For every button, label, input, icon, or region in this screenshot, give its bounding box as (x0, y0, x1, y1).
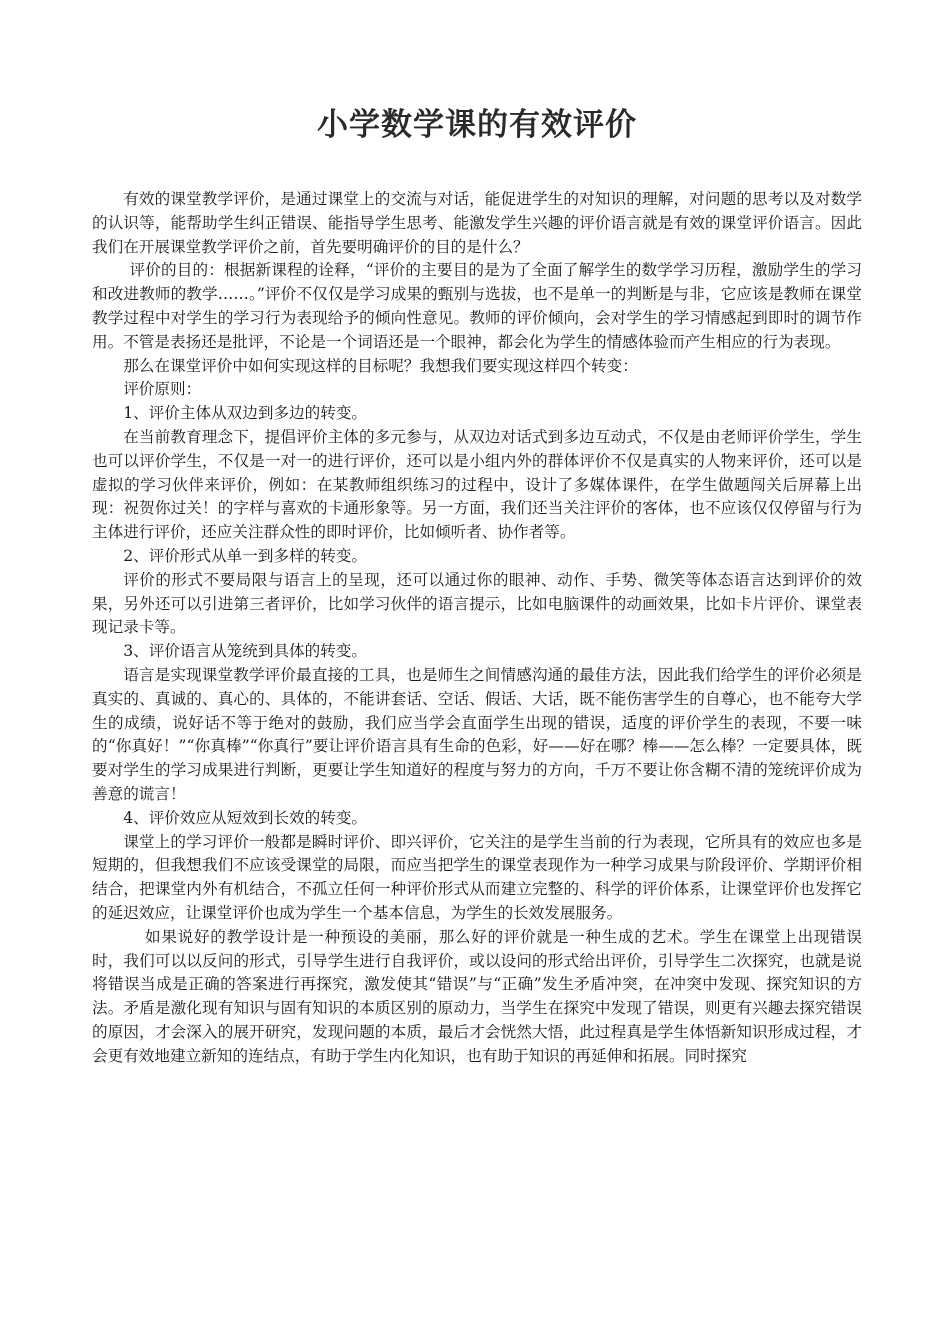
heading-principles: 评价原则： (123, 380, 202, 399)
paragraph-question: 那么在课堂评价中如何实现这样的目标呢？我想我们要实现这样四个转变： (123, 356, 638, 375)
paragraph-point-2: 评价的形式不要局限与语言上的呈现，还可以通过你的眼神、动作、手势、微笑等体态语言达到评价的效果，另外还可以引进第三者评价，比如学习伙伴的语言提示，比如电脑课件的动画效果，比如卡片评价、课堂表现记录卡等。 (92, 570, 862, 637)
paragraph-point-3: 语言是实现课堂教学评价最直接的工具，也是师生之间情感沟通的最佳方法，因此我们给学生的评价必须是真实的、真诚的、真心的、具体的，不能讲套话、空话、假话、大话，既不能伤害学生的自尊心，也不能夸大学生的成绩，说好话不等于绝对的鼓励，我们应当学会直面学生出现的错误，适度的评价学生的表现，不要一味的“你真好！”“你真棒”“你真行”要让评价语言具有生命的色彩，好——好在哪？棒——怎么棒？一定要具体，既要对学生的学习成果进行判断，更要让学生知道好的程度与努力的方向，千万不要让你含糊不清的笼统评价成为善意的谎言！ (92, 665, 862, 803)
heading-point-2: 2、评价形式从单一到多样的转变。 (123, 546, 368, 565)
heading-point-1: 1、评价主体从双边到多边的转变。 (123, 404, 368, 423)
paragraph-intro: 有效的课堂教学评价，是通过课堂上的交流与对话，能促进学生的对知识的理解，对问题的思考以及对数学的认识等，能帮助学生纠正错误、能指导学生思考、能激发学生兴趣的评价语言就是有效的课堂评价语言。因此我们在开展课堂教学评价之前，首先要明确评价的目的是什么？ (92, 190, 862, 256)
paragraph-conclusion: 如果说好的教学设计是一种预设的美丽，那么好的评价就是一种生成的艺术。学生在课堂上出现错误时，我们可以以反问的形式，引导学生进行自我评价，或以设问的形式给出评价，引导学生二次探究，也就是说将错误当成是正确的答案进行再探究，激发使其“错误”与“正确”发生矛盾冲突，在冲突中发现、探究知识的方法。矛盾是激化现有知识与固有知识的本质区别的原动力，当学生在探究中发现了错误，则更有兴趣去探究错误的原因，才会深入的展开研究，发现问题的本质，最后才会恍然大悟，此过程真是学生体悟新知识形成过程，才会更有效地建立新知的连结点，有助于学生内化知识，也有助于知识的再延伸和拓展。同时探究 (92, 927, 862, 1065)
paragraph-point-1: 在当前教育理念下，提倡评价主体的多元参与，从双边对话式到多边互动式，不仅是由老师评价学生，学生也可以评价学生，不仅是一对一的进行评价，还可以是小组内外的群体评价不仅是真实的人物来评价，还可以是虚拟的学习伙伴来评价，例如：在某教师组织练习的过程中，设计了多媒体课件，在学生做题闯关后屏幕上出现：祝贺你过关！的字样与喜欢的卡通形象等。另一方面，我们还当关注评价的客体，也不应该仅仅停留与行为主体进行评价，还应关注群众性的即时评价，比如倾听者、协作者等。 (92, 427, 862, 542)
paragraph-purpose: 评价的目的：根据新课程的诠释，“评价的主要目的是为了全面了解学生的数学学习历程，激励学生的学习和改进教师的教学……。”评价不仅仅是学习成果的甄别与选拔，也不是单一的判断是与非，它应该是教师在课堂教学过程中对学生的学习行为表现给予的倾向性意见。教师的评价倾向，会对学生的学习情感起到即时的调节作用。不管是表扬还是批评，不论是一个词语还是一个眼神，都会化为学生的情感体验而产生相应的行为表现。 (92, 261, 862, 351)
heading-point-4: 4、评价效应从短效到长效的转变。 (123, 808, 368, 827)
document-title: 小学数学课的有效评价 (317, 107, 637, 143)
paragraph-point-4: 课堂上的学习评价一般都是瞬时评价、即兴评价，它关注的是学生当前的行为表现，它所具有的效应也多是短期的，但我想我们不应该受课堂的局限，而应当把学生的课堂表现作为一种学习成果与阶段评价、学期评价相结合，把课堂内外有机结合，不孤立任何一种评价形式从而建立完整的、科学的评价体系，让课堂评价也发挥它的延迟效应，让课堂评价也成为学生一个基本信息，为学生的长效发展服务。 (92, 832, 862, 922)
document-page (92, 100, 862, 1068)
heading-point-3: 3、评价语言从笼统到具体的转变。 (123, 642, 368, 661)
